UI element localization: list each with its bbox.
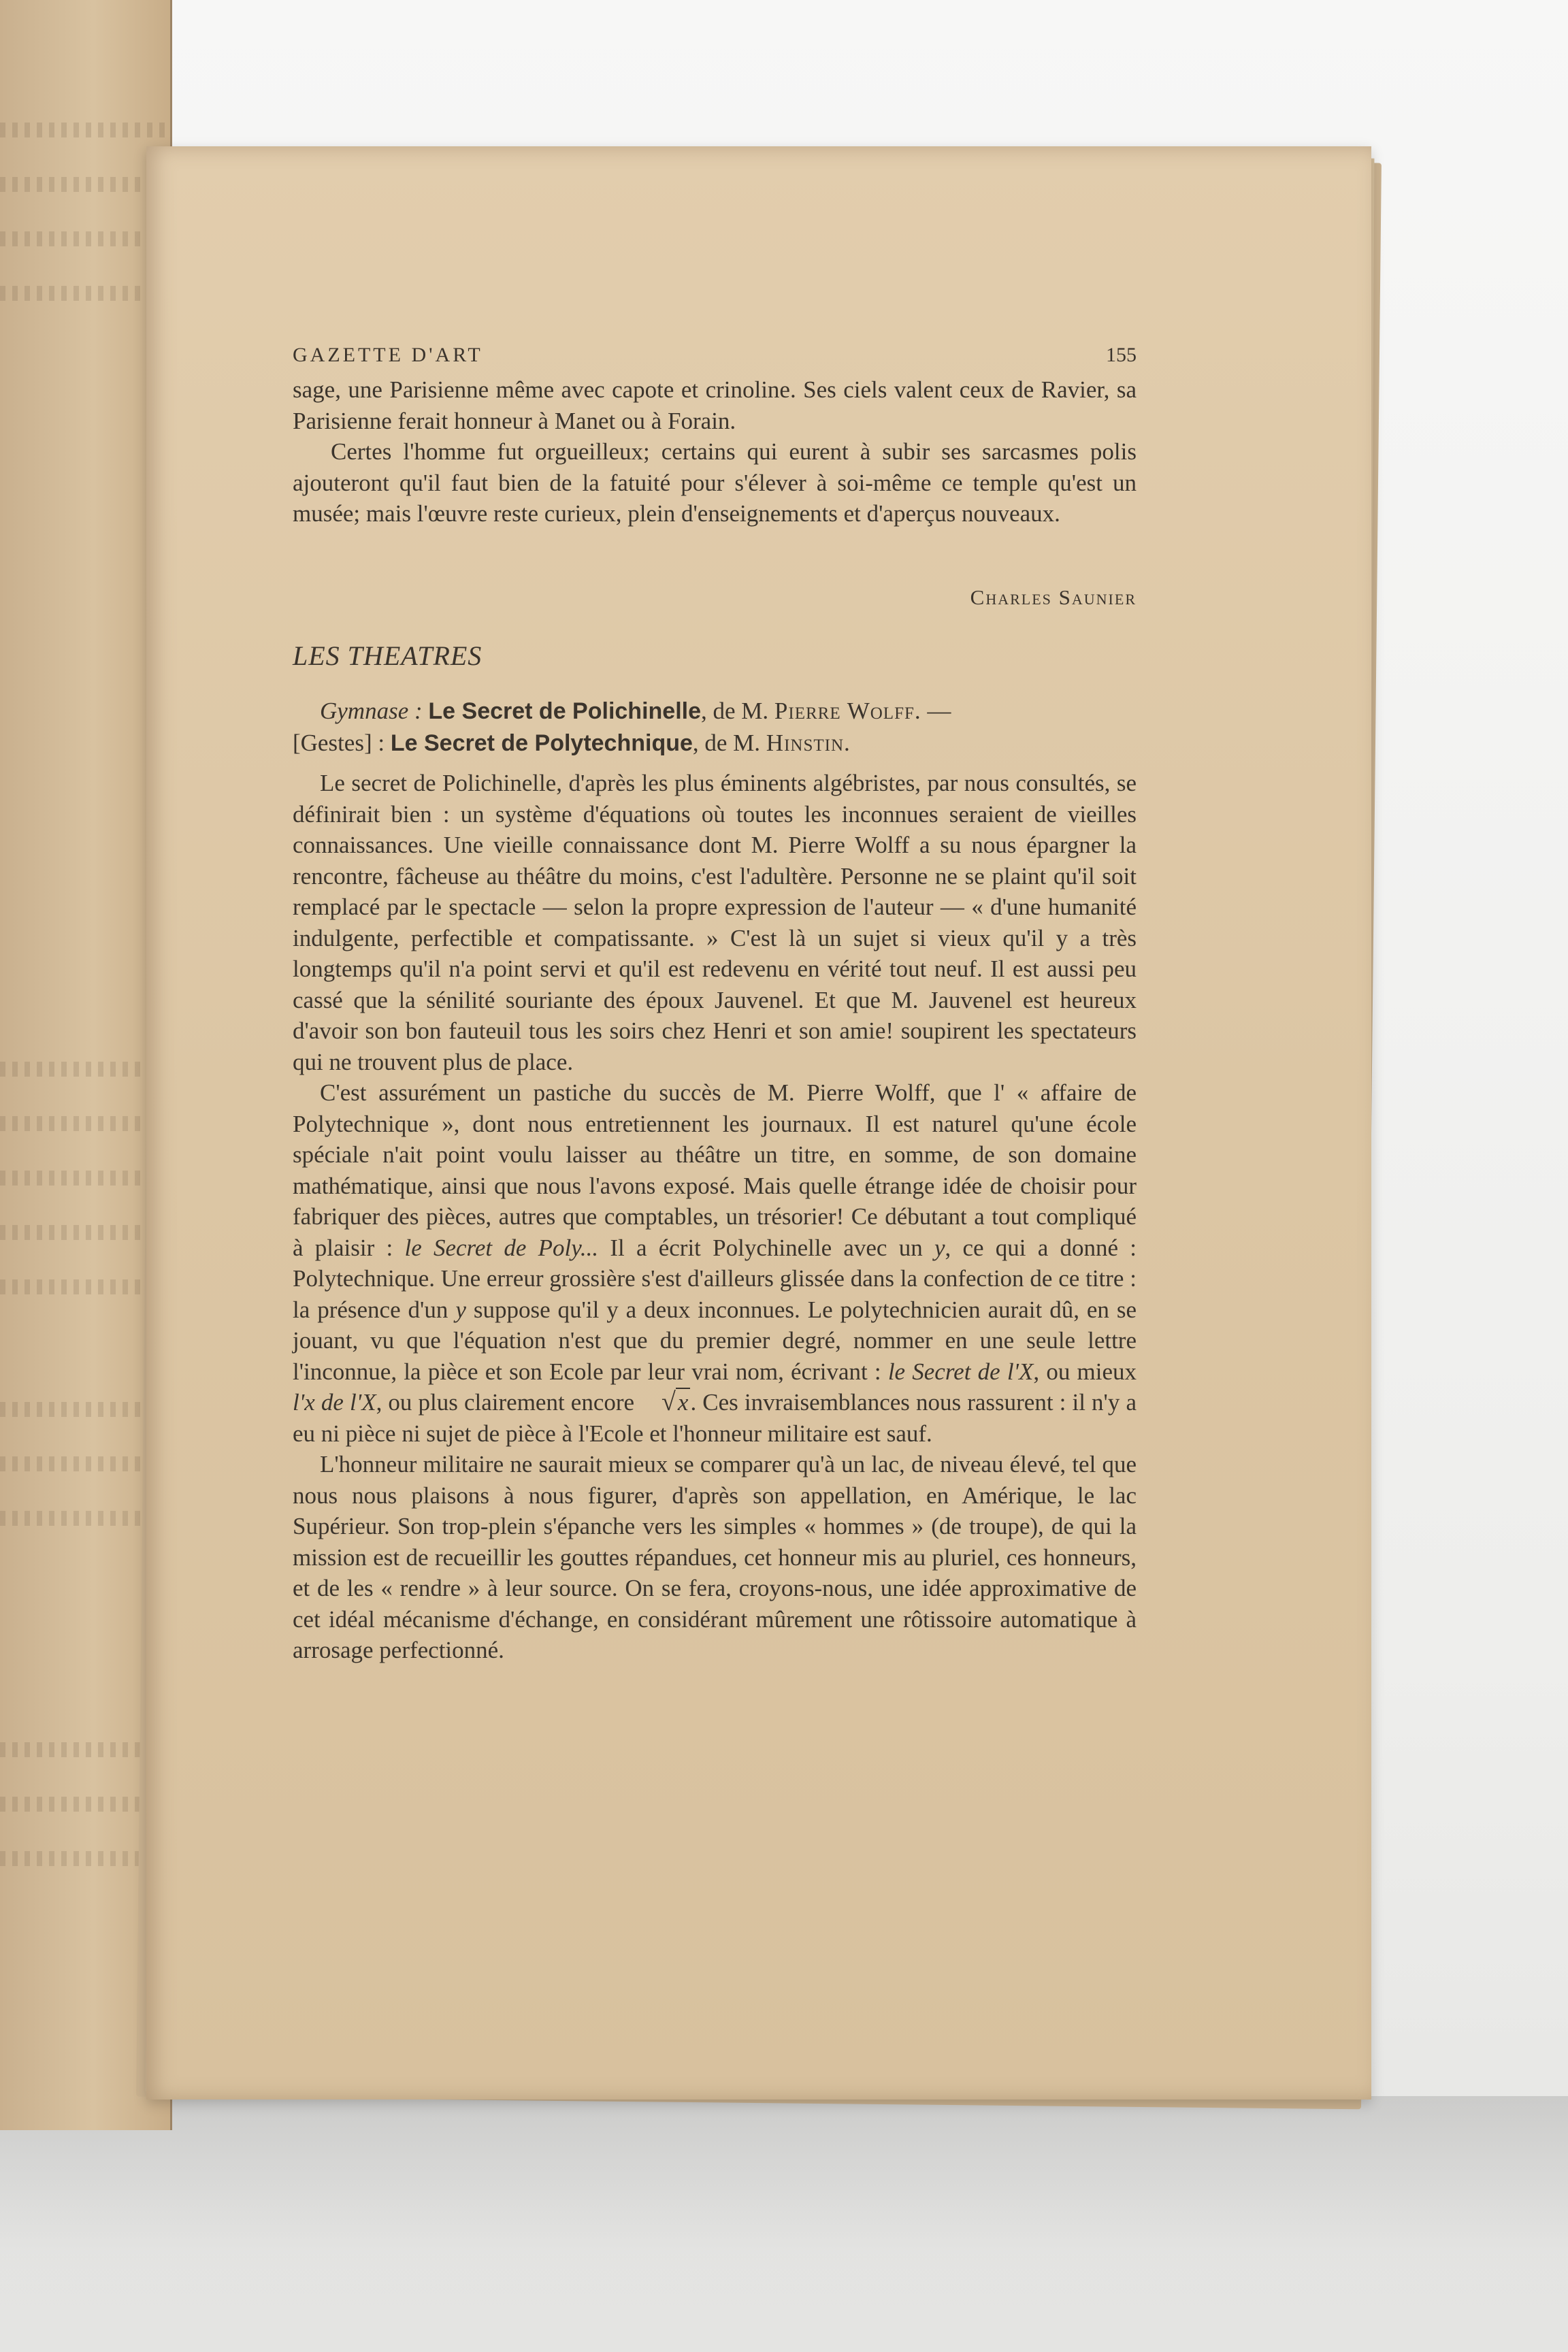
article-body bbox=[293, 768, 1137, 1666]
author-signature: Charles Saunier bbox=[970, 585, 1137, 609]
ghost-text-line bbox=[0, 177, 170, 192]
play-title: Le Secret de Polichinelle bbox=[428, 698, 702, 724]
text-run: , ou mieux bbox=[1033, 1358, 1137, 1385]
italic-run: y bbox=[934, 1234, 945, 1261]
running-head bbox=[293, 344, 1137, 371]
paragraph: Certes l'homme fut orgueilleux; certains qui eurent à subir ses sarcasmes polis ajouteront qu'il faut bien de la fatuité pour s'élever à soi-même ce temple qu'est un musée; mais l'œuvre reste curieux, plein d'enseignements et d'aperçus nouveaux. bbox=[293, 438, 1137, 527]
venue: [Gestes] : bbox=[293, 729, 385, 756]
paragraph: L'honneur militaire ne saurait mieux se comparer qu'à un lac, de niveau élevé, tel que nous nous plaisons à nous figurer, d'après son appellation, en Amérique, le lac Supérieur. Son trop-plein s'épanche vers les simples « hommes » (de troupe), de qui la mission est de recueillir les gouttes répandues, cet honneur mis au pluriel, ces honneurs, et de les « rendre » à leur source. On se fera, croyons-nous, une idée approximative de cet idéal mécanisme d'échange, en considérant mûrement une rôtissoire automatique à arrosage perfectionné. bbox=[293, 1451, 1137, 1663]
play-title: Le Secret de Polytechnique bbox=[390, 730, 693, 756]
play-connector: , de M. bbox=[692, 729, 761, 756]
italic-run: y bbox=[455, 1296, 466, 1323]
text-run: Il a écrit Polychinelle avec un bbox=[610, 1234, 923, 1261]
play-heading-line bbox=[293, 728, 1137, 760]
journal-title: GAZETTE D'ART bbox=[293, 344, 483, 366]
play-author: Hinstin. bbox=[766, 729, 851, 756]
radical-sign: √ bbox=[662, 1388, 676, 1416]
text-run: . Ces invraisemblances nous rassurent : il n'y a eu ni pièce ni sujet de pièce à l'Ecole et l'honneur militaire est sauf. bbox=[293, 1389, 1137, 1447]
radicand: x bbox=[676, 1388, 691, 1416]
italic-run: l'x de l'X bbox=[293, 1389, 376, 1416]
venue: Gymnase : bbox=[320, 698, 423, 724]
play-heading-line bbox=[293, 696, 1137, 728]
page-number: 155 bbox=[1106, 344, 1137, 366]
ghost-text-line bbox=[0, 1116, 170, 1131]
dash: — bbox=[921, 698, 951, 724]
ghost-text-line bbox=[0, 231, 170, 246]
text-run: suppose qu'il y a deux inconnues. Le polytechnicien aurait dû, en se jouant, vu que l'équation n'est que du premier degré, nommer en une seule lettre l'inconnue, la pièce et son Ecole par leur vrai nom, écrivant : bbox=[293, 1296, 1137, 1385]
play-heading bbox=[293, 696, 1137, 759]
text-run: , ce qui a donné : Polytechnique. Une erreur grossière s'est d'ailleurs glissée dans la confection de ce titre : la présence d'un bbox=[293, 1234, 1137, 1323]
square-root-formula bbox=[634, 1387, 690, 1418]
play-author: Pierre Wolff. bbox=[774, 698, 921, 724]
ghost-text-line bbox=[0, 1062, 170, 1077]
paragraph: Le secret de Polichinelle, d'après les plus éminents algébristes, par nous consultés, se définirait bien : un système d'équations où toutes les inconnues seraient de vieilles connaissances. Une vieille connaissance dont M. Pierre Wolff a su nous épargner la rencontre, fâcheuse au théâtre du moins, c'est l'adultère. Personne ne se plaint qu'il soit remplacé par le spectacle — selon la propre expression de l'auteur — « d'une humanité indulgente, perfectible et compatissante. » C'est là un sujet si vieux qu'il y a très longtemps qu'il n'a point servi et qu'il est redevenu en vérité tout neuf. Il est aussi peu cassé que la sénilité souriante des époux Jauvenel. Et que M. Jauvenel est heureux d'avoir son bon fauteuil tous les soirs chez Henri et son amie! soupirent les spectateurs qui ne trouvent plus de place. bbox=[293, 770, 1137, 1075]
ghost-text-line bbox=[0, 1171, 170, 1186]
ghost-text-line bbox=[0, 286, 170, 301]
italic-run: le Secret de Poly... bbox=[404, 1234, 599, 1261]
previous-article bbox=[293, 374, 1137, 529]
italic-run: le Secret de l'X bbox=[887, 1358, 1034, 1385]
table-shadow bbox=[0, 2096, 1568, 2352]
text-run: C'est assurément un pastiche du succès de M. Pierre Wolff, que l' « affaire de Polytechnique », dont nous entretiennent les journaux. Il est naturel qu'une école spéciale n'ait point voulu laisser au théâtre un titre, en somme, de son domaine mathématique, ainsi que nous l'avons exposé. Mais quelle étrange idée de choisir pour fabriquer des pièces, autres que comptables, un trésorier! Ce débutant a tout compliqué à plaisir : bbox=[293, 1079, 1137, 1261]
play-connector: , de M. bbox=[701, 698, 769, 724]
text-run: , ou plus clairement encore bbox=[376, 1389, 635, 1416]
ghost-text-line bbox=[0, 122, 170, 137]
paragraph: sage, une Parisienne même avec capote et crinoline. Ses ciels valent ceux de Ravier, sa Parisienne ferait honneur à Manet ou à Forain. bbox=[293, 376, 1137, 434]
paragraph bbox=[293, 1077, 1137, 1449]
section-title: LES THEATRES bbox=[293, 640, 483, 671]
